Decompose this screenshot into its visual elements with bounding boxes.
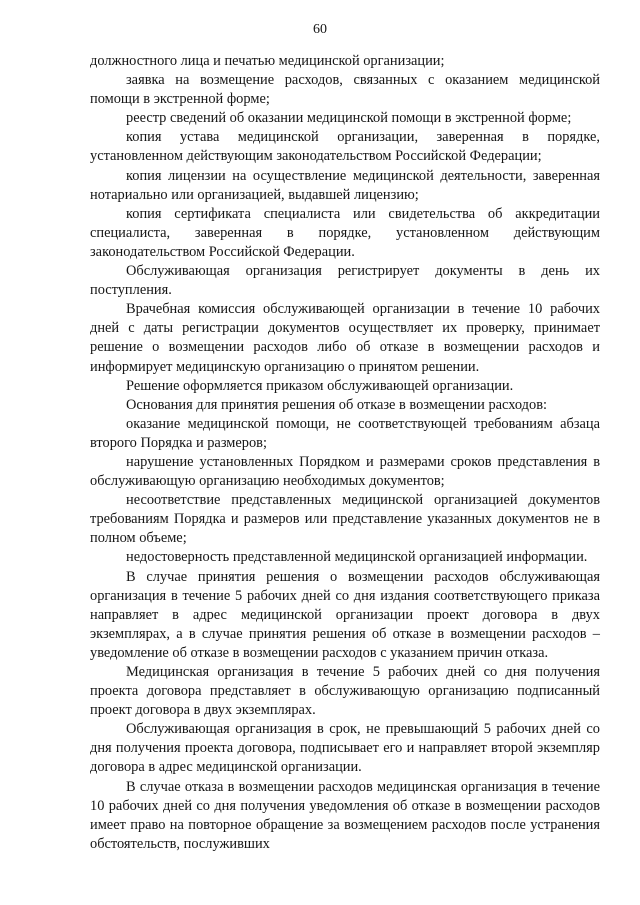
- paragraph-certificate-item: копия сертификата специалиста или свидетельства об аккредитации специалиста, заверенная в порядке, установленном действующим законодательством Российской Федерации.: [90, 205, 600, 260]
- paragraph-ground-accuracy: недостоверность представленной медицинской организацией информации.: [126, 549, 588, 566]
- document-body: [90, 52, 600, 854]
- paragraph-registry-item: реестр сведений об оказании медицинской помощи в экстренной форме;: [126, 110, 572, 127]
- page-number: 60: [313, 22, 327, 37]
- paragraph-registration: Обслуживающая организация регистрирует документы в день их поступления.: [90, 263, 600, 299]
- paragraph-decision-notice: В случае принятия решения о возмещении расходов обслуживающая организация в течение 5 рабочих дней со дня издания соответствующего приказа направляет в адрес медицинской организации проект договора в двух экземплярах, а в случае принятия решения об отказе в возмещении расходов – уведомление об отказе в возмещении расходов с указанием причин отказа.: [90, 568, 600, 661]
- paragraph-license-item: копия лицензии на осуществление медицинской деятельности, заверенная нотариально или организацией, выдавшей лицензию;: [90, 167, 600, 203]
- paragraph-contract-signing: Обслуживающая организация в срок, не превышающий 5 рабочих дней со дня получения проекта договора, подписывает его и направляет второй экземпляр договора в адрес медицинской организации.: [90, 721, 600, 776]
- paragraph-continuation: должностного лица и печатью медицинской организации;: [90, 53, 445, 69]
- paragraph-charter-item: копия устава медицинской организации, заверенная в порядке, установленном действующим законодательством Российской Федерации;: [90, 129, 600, 165]
- paragraph-refusal-grounds: Основания для принятия решения об отказе в возмещении расходов:: [126, 396, 547, 413]
- paragraph-ground-care: оказание медицинской помощи, не соответствующей требованиям абзаца второго Порядка и размеров;: [90, 415, 600, 451]
- paragraph-ground-documents: несоответствие представленных медицинской организацией документов требованиям Порядка и размеров или представление указанных документов не в полном объеме;: [90, 492, 600, 547]
- paragraph-repeat-request: В случае отказа в возмещении расходов медицинская организация в течение 10 рабочих дней со дня получения уведомления об отказе в возмещении расходов имеет право на повторное обращение за возмещением расходов после устранения обстоятельств, послуживших: [90, 778, 600, 852]
- paragraph-decision-order: Решение оформляется приказом обслуживающей организации.: [126, 377, 514, 394]
- paragraph-contract-return: Медицинская организация в течение 5 рабочих дней со дня получения проекта договора представляет в обслуживающую организацию подписанный проект договора в двух экземплярах.: [90, 664, 600, 719]
- paragraph-commission-review: Врачебная комиссия обслуживающей организации в течение 10 рабочих дней с даты регистрации документов осуществляет их проверку, принимает решение о возмещении расходов либо об отказе в возмещении расходов и информирует медицинскую организацию о принятом решении.: [90, 301, 600, 375]
- paragraph-request-item: заявка на возмещение расходов, связанных с оказанием медицинской помощи в экстренной форме;: [90, 72, 600, 108]
- paragraph-ground-deadline: нарушение установленных Порядком и размерами сроков представления в обслуживающую организацию необходимых документов;: [90, 453, 600, 490]
